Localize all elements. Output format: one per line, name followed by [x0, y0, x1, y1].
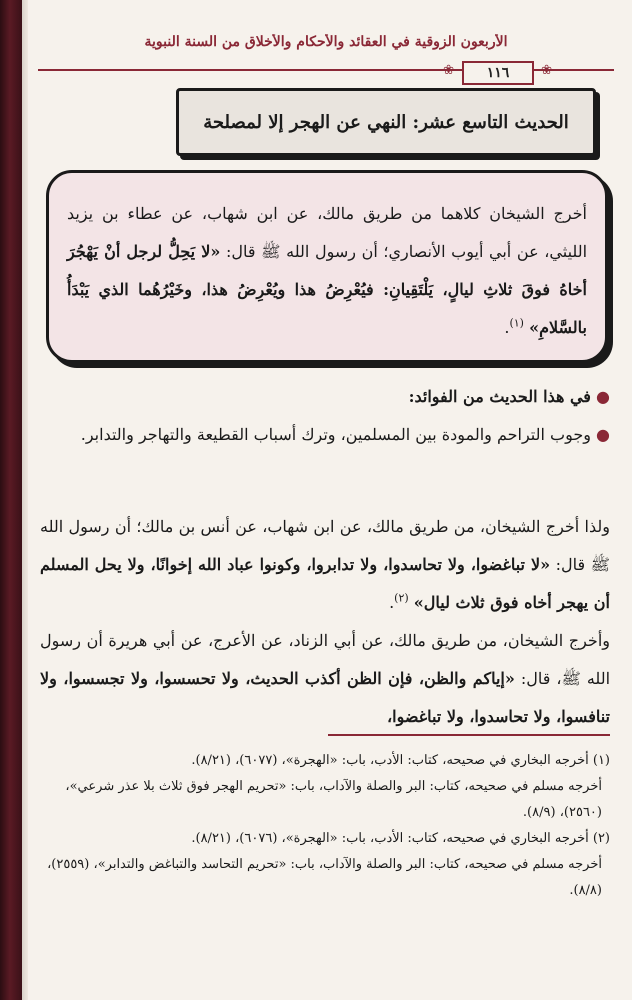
bullet-icon: ● [590, 387, 610, 406]
hadith-box [46, 170, 608, 363]
benefit-item: ● وجوب التراحم والمودة بين المسلمين، وترك أسباب القطيعة والتهاجر والتدابر. [80, 425, 610, 444]
hadith-end: . [504, 318, 510, 337]
footnote-2-cont: أخرجه مسلم في صحيحه، كتاب: البر والصلة والآداب، باب: «تحريم التحاسد والتباغض والتدابر»، (٢٥٥٩)، (٨/٨). [47, 857, 602, 898]
paragraph-2: ولذا أخرج الشيخان، من طريق مالك، عن ابن شهاب، عن أنس بن مالك؛ أن رسول الله ﷺ قال: «لا تباغضوا، ولا تحاسدوا، ولا تدابروا، وكونوا عباد الله إخوانًا، ولا يحل المسلم أن يهجر أخاه فوق ثلاث ليال» $^{(٢)}$. [40, 517, 611, 612]
book-page [28, 0, 632, 1000]
running-header: الأربعون الزوقية في العقائد والأحكام والأخلاق من السنة النبوية [144, 34, 508, 50]
hadith-text: «لا يَحِلُّ لرجل أنْ يَهْجُرَ أخاهُ فوقَ ثلاثِ ليالٍ، يَلْتَقِيانِ: فيُعْرِضُ هذا ويُعْرِضُ هذا، وخَيْرُهُما الذي يَبْدَأُ بالسَّلامِ» [67, 242, 587, 337]
footnote-1: (١) أخرجه البخاري في صحيحه، كتاب: الأدب، باب: «الهجرة»، (٦٠٧٧)، (٨/٢١). [191, 753, 610, 768]
chapter-title: الحديث التاسع عشر: النهي عن الهجر إلا لمصلحة [176, 88, 596, 156]
footnote-rule [328, 734, 610, 736]
benefits-section [40, 378, 610, 454]
quote-3: «إياكم والظن، فإن الظن أكذب الحديث، ولا تحسسوا، ولا تجسسوا، ولا تنافسوا، ولا تحاسدوا، ولا تباغضوا، [40, 669, 610, 726]
hadith-intro: أخرج الشيخان كلاهما من طريق مالك، عن ابن شهاب، عن عطاء بن يزيد الليثي، عن أبي أيوب الأنصاري؛ أن رسول الله ﷺ قال: [67, 204, 588, 261]
book-spine [0, 0, 22, 1000]
footnote-ref-1[interactable]: (١) [509, 316, 524, 330]
footnote-1-cont: أخرجه مسلم في صحيحه، كتاب: البر والصلة والآداب، باب: «تحريم الهجر فوق ثلاث بلا عذر شرعي»، (٢٥٦٠)، (٨/٩). [65, 779, 602, 820]
footnote-ref-2[interactable]: (٢) [394, 591, 409, 605]
footnotes [40, 748, 610, 904]
paragraph-3: وأخرج الشيخان، من طريق مالك، عن أبي الزناد، عن الأعرج، عن أبي هريرة أن رسول الله ﷺ، قال: «إياكم والظن، فإن الظن أكذب الحديث، ولا تحسسوا، ولا تجسسوا، ولا تنافسوا، ولا تحاسدوا، ولا تباغضوا، [40, 631, 611, 726]
page-number: ١١٦ [462, 61, 534, 85]
flower-ornament-icon: ❀ [541, 63, 552, 78]
quote-2: «لا تباغضوا، ولا تحاسدوا، ولا تدابروا، وكونوا عباد الله إخوانًا، ولا يحل المسلم أن يهجر أخاه فوق ثلاث ليال» [40, 555, 610, 612]
flower-ornament-icon: ❀ [443, 63, 454, 78]
bullet-icon: ● [590, 425, 610, 444]
footnote-2: (٢) أخرجه البخاري في صحيحه، كتاب: الأدب، باب: «الهجرة»، (٦٠٧٦)، (٨/٢١). [191, 831, 610, 846]
benefits-heading: ● في هذا الحديث من الفوائد: [408, 387, 610, 406]
